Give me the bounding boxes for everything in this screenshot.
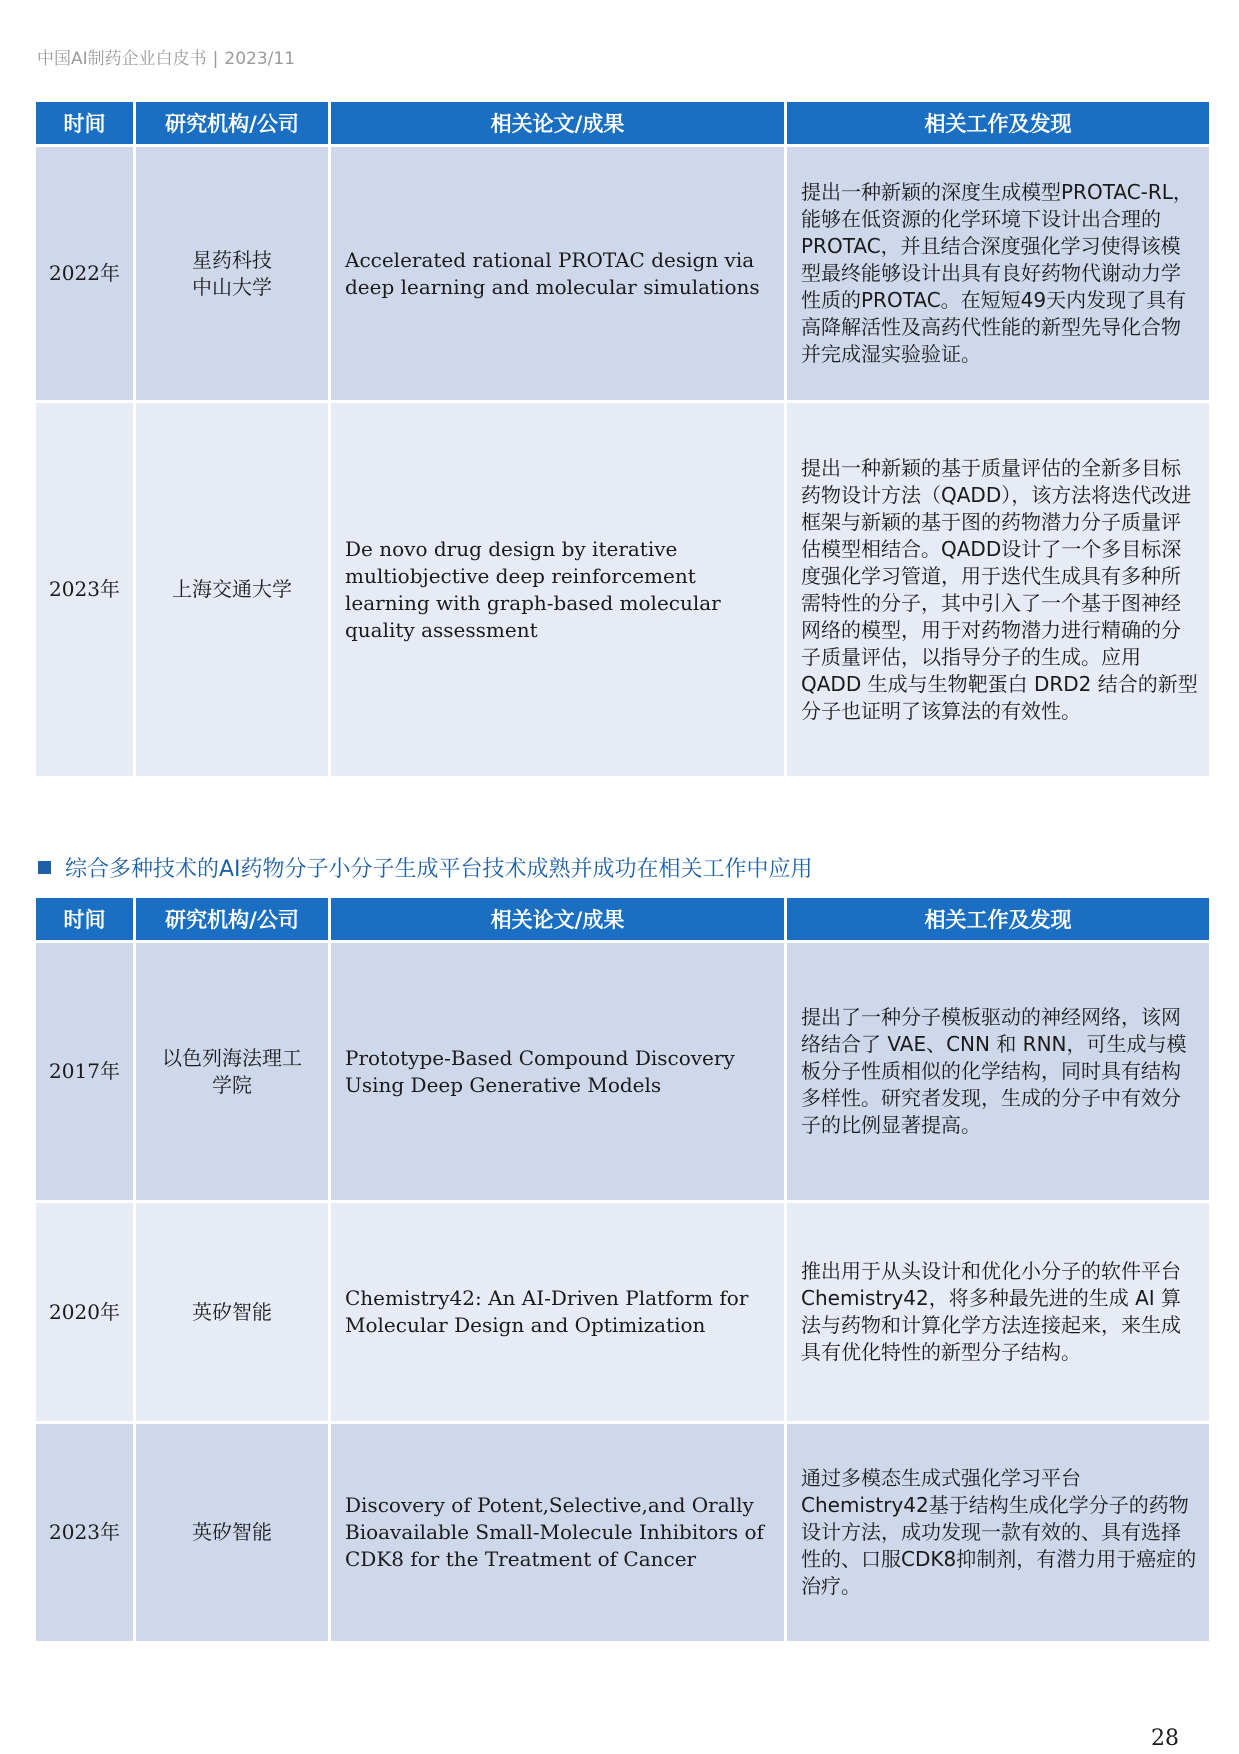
section-title-text: 综合多种技术的AI药物分子小分子生成平台技术成熟并成功在相关工作中应用 <box>65 857 813 882</box>
paper-cell: Prototype-Based Compound Discovery Using Deep Generative Models <box>331 943 784 1200</box>
finding-cell: 提出一种新颖的深度生成模型PROTAC-RL，能够在低资源的化学环境下设计出合理的PROTAC，并且结合深度强化学习使得该模型最终能够设计出具有良好药物代谢动力学性质的PROTAC。在短短49天内发现了具有高降解活性及高药代性能的新型先导化合物并完成湿实验验证。 <box>787 147 1209 400</box>
col-header-org: 研究机构/公司 <box>136 102 328 144</box>
paper-cell: Discovery of Potent,Selective,and Orally Bioavailable Small-Molecule Inhibitors of CDK8 for the Treatment of Cancer <box>331 1424 784 1641</box>
table-1-header-row <box>36 102 1209 144</box>
col-header-org: 研究机构/公司 <box>136 898 328 940</box>
year-cell: 2023年 <box>36 1424 133 1641</box>
year-cell: 2020年 <box>36 1203 133 1421</box>
year-cell: 2023年 <box>36 403 133 776</box>
header-title: 中国AI制药企业白皮书 <box>37 49 207 69</box>
finding-cell: 提出一种新颖的基于质量评估的全新多目标药物设计方法（QADD），该方法将迭代改进框架与新颖的基于图的药物潜力分子质量评估模型相结合。QADD设计了一个多目标深度强化学习管道，用于迭代生成具有多种所需特性的分子，其中引入了一个基于图神经网络的模型，用于对药物潜力进行精确的分子质量评估，以指导分子的生成。应用 QADD 生成与生物靶蛋白 DRD2 结合的新型分子也证明了该算法的有效性。 <box>787 403 1209 776</box>
finding-cell: 通过多模态生成式强化学习平台Chemistry42基于结构生成化学分子的药物设计方法，成功发现一款有效的、具有选择性的、口服CDK8抑制剂，有潜力用于癌症的治疗。 <box>787 1424 1209 1641</box>
header-date: 2023/11 <box>224 49 296 69</box>
section-bullet-icon <box>38 861 51 874</box>
table-2 <box>33 895 1212 1644</box>
col-header-paper: 相关论文/成果 <box>331 898 784 940</box>
col-header-time: 时间 <box>36 898 133 940</box>
finding-cell: 推出用于从头设计和优化小分子的软件平台 Chemistry42，将多种最先进的生成 AI 算法与药物和计算化学方法连接起来，来生成具有优化特性的新型分子结构。 <box>787 1203 1209 1421</box>
table-row <box>36 403 1209 776</box>
org-cell: 英矽智能 <box>136 1203 328 1421</box>
table-2-header-row <box>36 898 1209 940</box>
year-cell: 2017年 <box>36 943 133 1200</box>
page-number: 28 <box>1151 1726 1179 1751</box>
header-divider: | <box>212 49 219 69</box>
org-cell: 以色列海法理工 学院 <box>136 943 328 1200</box>
table-1 <box>33 99 1212 779</box>
finding-cell: 提出了一种分子模板驱动的神经网络，该网络结合了 VAE、CNN 和 RNN，可生成与模板分子性质相似的化学结构，同时具有结构多样性。研究者发现，生成的分子中有效分子的比例显著提高。 <box>787 943 1209 1200</box>
running-header <box>37 44 295 69</box>
year-cell: 2022年 <box>36 147 133 400</box>
org-cell: 星药科技 中山大学 <box>136 147 328 400</box>
table-row <box>36 943 1209 1200</box>
paper-cell: Accelerated rational PROTAC design via deep learning and molecular simulations <box>331 147 784 400</box>
col-header-paper: 相关论文/成果 <box>331 102 784 144</box>
org-cell: 上海交通大学 <box>136 403 328 776</box>
paper-cell: De novo drug design by iterative multiobjective deep reinforcement learning with graph-based molecular quality assessment <box>331 403 784 776</box>
col-header-finding: 相关工作及发现 <box>787 898 1209 940</box>
table-row <box>36 1203 1209 1421</box>
table-row <box>36 147 1209 400</box>
org-cell: 英矽智能 <box>136 1424 328 1641</box>
section-title <box>38 852 813 883</box>
col-header-finding: 相关工作及发现 <box>787 102 1209 144</box>
paper-cell: Chemistry42: An AI-Driven Platform for Molecular Design and Optimization <box>331 1203 784 1421</box>
col-header-time: 时间 <box>36 102 133 144</box>
table-row <box>36 1424 1209 1641</box>
